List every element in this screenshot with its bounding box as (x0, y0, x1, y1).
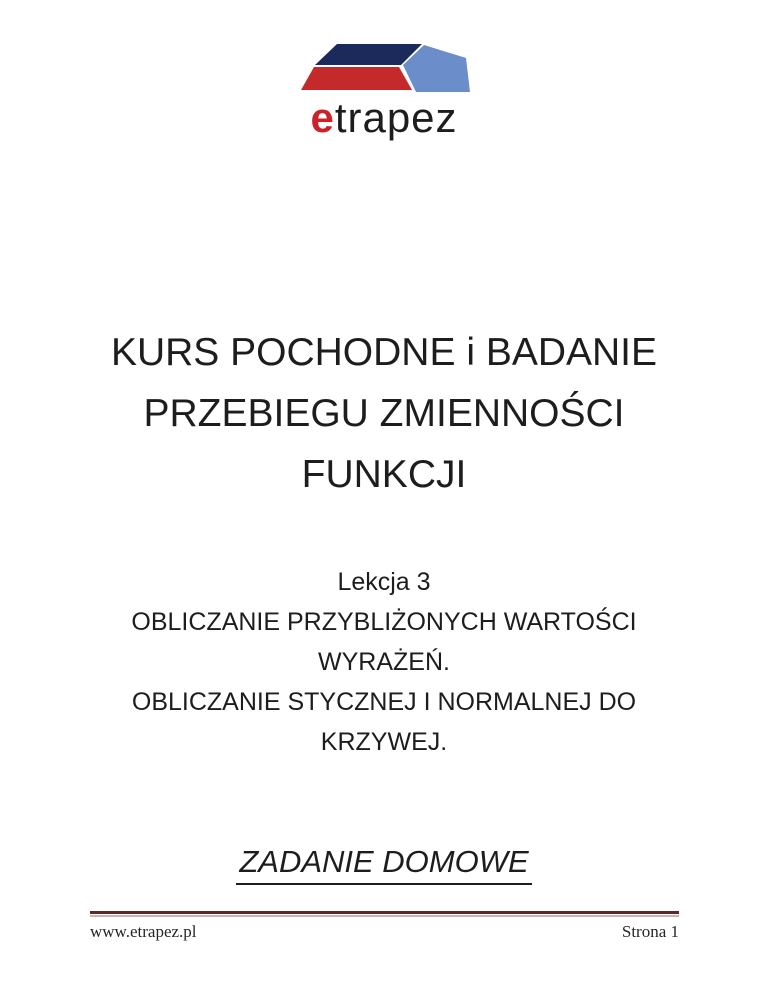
footer-rule-light (90, 915, 679, 917)
lesson-topic-line-4: KRZYWEJ. (320, 728, 448, 756)
etrapez-logo (0, 36, 768, 139)
page-footer (90, 911, 679, 942)
course-title-line-1: KURS POCHODNE i BADANIE (110, 331, 658, 374)
lesson-topic-line-2: WYRAŻEŃ. (318, 648, 450, 676)
course-title (0, 322, 768, 505)
lesson-topic-line-3: OBLICZANIE STYCZNEJ I NORMALNEJ DO (131, 688, 637, 716)
lesson-subtitle (0, 562, 768, 762)
course-title-line-3: FUNKCJI (301, 453, 467, 496)
lesson-number: Lekcja 3 (337, 568, 431, 596)
homework-heading-wrap (0, 844, 768, 885)
lesson-topic-line-1: OBLICZANIE PRZYBLIŻONYCH WARTOŚCI (131, 608, 637, 636)
course-title-line-2: PRZEBIEGU ZMIENNOŚCI (143, 392, 625, 435)
logo-letter-e: e (310, 94, 335, 141)
footer-website: www.etrapez.pl (90, 922, 197, 941)
footer-rule (90, 911, 679, 917)
footer-page-number: Strona 1 (621, 922, 679, 941)
logo-wordmark (310, 94, 458, 141)
trapezoid-logo-icon (284, 36, 484, 96)
homework-heading: ZADANIE DOMOWE (236, 844, 531, 885)
footer-rule-dark (90, 911, 679, 914)
logo-wordmark-rest: trapez (334, 94, 458, 141)
